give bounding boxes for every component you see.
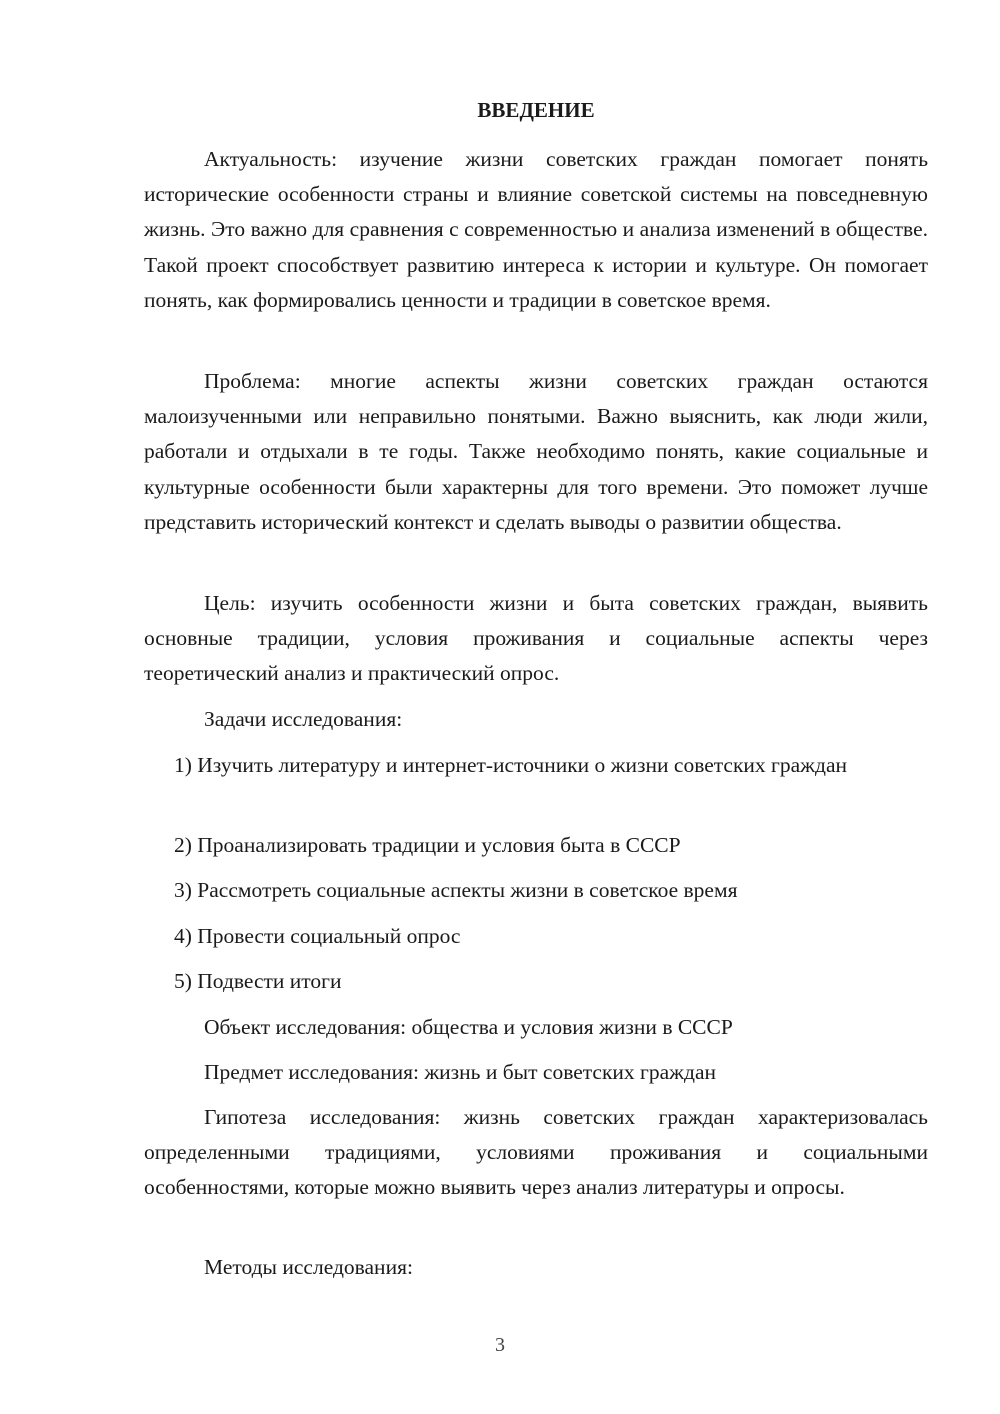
tasks-title: Задачи исследования: [204,707,403,731]
task-item-4: 4) Провести социальный опрос [174,924,461,948]
task-item-3: 3) Рассмотреть социальные аспекты жизни в советское время [174,878,738,902]
paragraph-hypothesis: Гипотеза исследования: жизнь советских граждан характеризовалась определенными традициями, условиями проживания и социальными особенностями, которые можно выявить через анализ литературы и опросы. [144,1105,928,1200]
page-heading: ВВЕДЕНИЕ [477,98,595,122]
paragraph-relevance: Актуальность: изучение жизни советских граждан помогает понять исторические особенности страны и влияние советской системы на повседневную жизнь. Это важно для сравнения с современностью и анализа изменений в обществе. Такой проект способствует развитию интереса к истории и культуре. Он помогает понять, как формировались ценности и традиции в советское время. [144,147,928,312]
paragraph-problem: Проблема: многие аспекты жизни советских граждан остаются малоизученными или неправильно понятыми. Важно выяснить, как люди жили, работали и отдыхали в те годы. Также необходимо понять, какие социальные и культурные особенности были характерны для того времени. Это поможет лучше представить исторический контекст и сделать выводы о развитии общества. [144,369,928,534]
task-item-5: 5) Подвести итоги [174,969,342,993]
paragraph-object: Объект исследования: общества и условия жизни в СССР [204,1015,733,1039]
task-item-1: 1) Изучить литературу и интернет-источники о жизни советских граждан [174,753,848,777]
methods-title: Методы исследования: [204,1255,413,1279]
page-number: 3 [495,1334,505,1356]
task-item-2: 2) Проанализировать традиции и условия быта в СССР [174,833,681,857]
paragraph-goal: Цель: изучить особенности жизни и быта советских граждан, выявить основные традиции, условия проживания и социальные аспекты через теоретический анализ и практический опрос. [144,591,928,686]
paragraph-subject: Предмет исследования: жизнь и быт советских граждан [204,1060,716,1084]
